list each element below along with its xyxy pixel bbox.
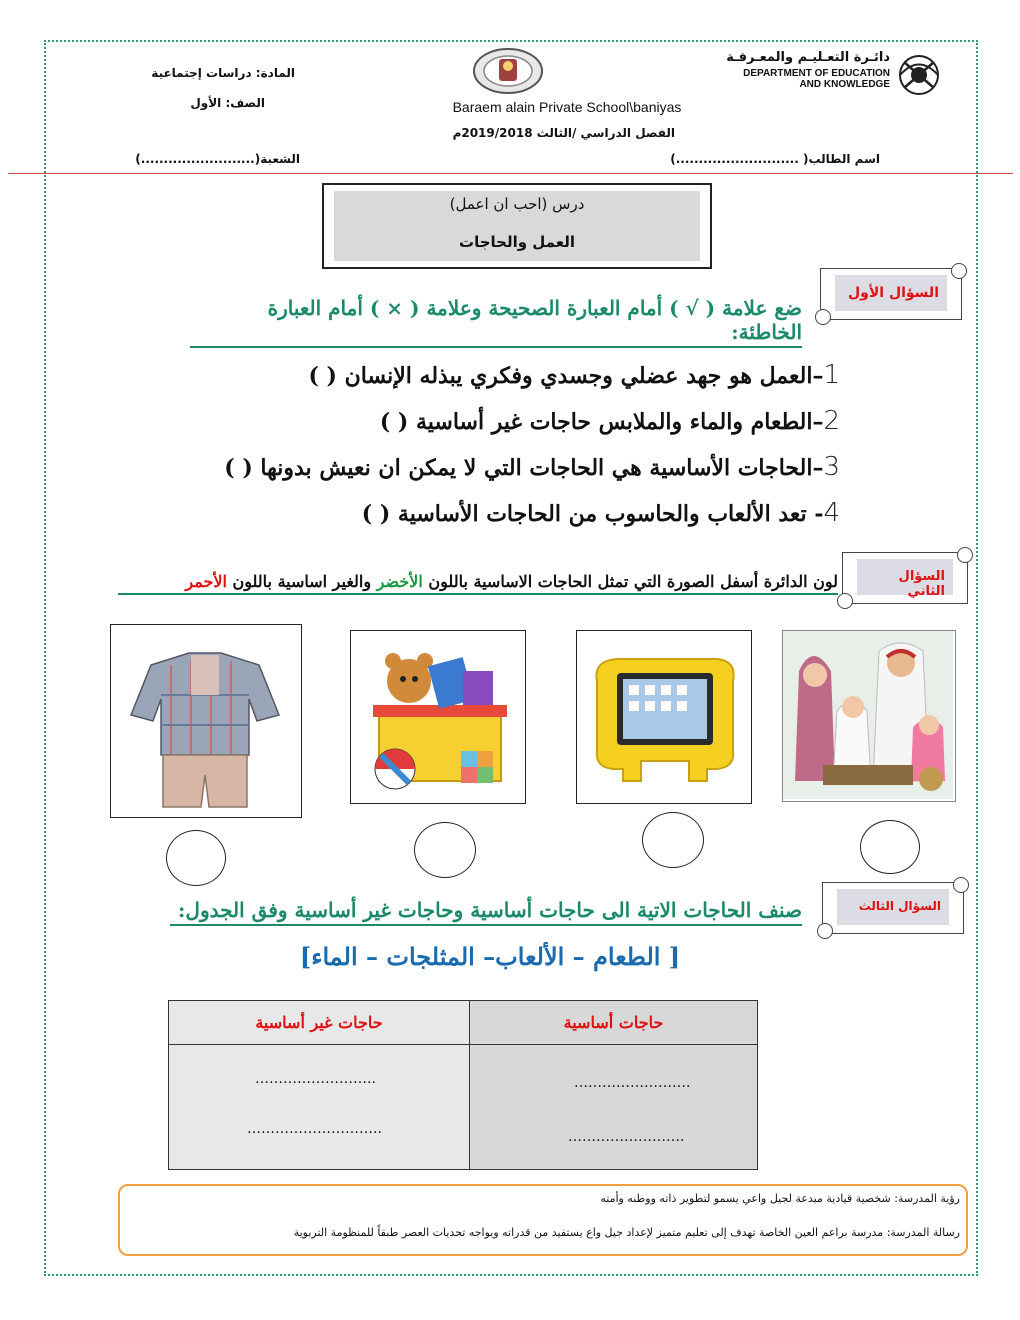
basic-dots-2: ……………………. [568,1129,685,1145]
header-divider [8,173,1013,174]
student-name-field: اسم الطالب( ...........................) [670,152,880,166]
dept-english-line2: AND KNOWLEDGE [799,79,890,90]
q2-label-scroll [842,552,968,604]
q2-label: السؤال الثاني [857,559,953,595]
q1-item-2 [200,406,840,436]
dept-english [700,68,890,90]
classification-table [168,1000,758,1170]
q1-label-scroll [820,268,962,320]
q1-item-4 [200,498,840,528]
family-picture [783,631,953,799]
clothes-image [110,624,302,818]
basic-cell[interactable] [470,1045,758,1170]
q3-title: صنف الحاجات الاتية الى حاجات أساسية وحاجات غير أساسية وفق الجدول: [170,898,802,926]
clothes-answer-circle[interactable] [166,830,226,886]
nonbasic-header: حاجات غير أساسية [169,1001,470,1045]
q1-item-2-number: 2 [823,406,840,436]
q1-item-3-number: 3 [823,452,840,482]
q1-item-4-text: - تعد الألعاب والحاسوب من الحاجات الأساسية ( ) [361,501,824,527]
q3-word-list: [ الطعام – الألعاب– المثلجات – الماء] [299,942,681,971]
dept-arabic: دائـرة التعـليـم والمعـرفـة [726,50,890,65]
lesson-inner [334,191,700,261]
nonbasic-dots-2: ……………………….. [247,1121,382,1137]
school-logo [472,46,544,96]
q1-label: السؤال الأول [835,275,947,311]
lesson-title: درس (احب ان اعمل) [449,195,585,213]
tablet-picture [577,631,749,801]
toys-image [350,630,526,804]
lesson-topic: العمل والحاجات [459,233,575,251]
q1-item-3 [200,452,840,482]
grade-label: الصف: الأول [190,96,265,110]
subject-label: المادة: دراسات إجتماعية [151,66,295,80]
q2-green-word: الأخضر [376,572,423,591]
basic-dots-1: ……………………. [574,1075,691,1091]
q1-item-3-text: –الحاجات الأساسية هي الحاجات التي لا يمكن ان نعيش بدونها ( ) [224,455,824,481]
clothes-picture [111,625,299,815]
q1-item-1-text: –العمل هو جهد عضلي وجسدي وفكري يبذله الإنسان ( ) [308,363,824,389]
dept-english-line1: DEPARTMENT OF EDUCATION [743,68,890,79]
q2-title-part2: والغير اساسية باللون [226,572,377,591]
q3-label: السؤال الثالث [837,889,949,925]
q1-item-1-number: 1 [823,360,840,390]
footer-box [118,1184,968,1256]
basic-header: حاجات أساسية [470,1001,758,1045]
q1-item-1 [200,360,840,390]
nonbasic-cell[interactable] [169,1045,470,1170]
nonbasic-dots-1: …………………….. [255,1071,376,1087]
q3-label-scroll [822,882,964,934]
q2-title [118,572,838,595]
q2-red-word: الأحمر [185,572,227,591]
q1-item-4-number: 4 [823,498,840,528]
tablet-answer-circle[interactable] [642,812,704,868]
tablet-image [576,630,752,804]
section-field: الشعبة(.........................) [135,152,300,166]
q1-title: ضع علامة ( √ ) أمام العبارة الصحيحة وعلامة ( × ) أمام العبارة الخاطئة: [190,296,802,348]
toys-answer-circle[interactable] [414,822,476,878]
school-mission: رسالة المدرسة: مدرسة براعم العين الخاصة تهدف إلى تعليم متميز لإعداد جيل واع يستفيد من قدراته ويواجه تحديات العصر طبقاً للمنظومة التربوية [293,1226,960,1239]
q2-title-part1: لون الدائرة أسفل الصورة التي تمثل الحاجات الاساسية باللون [422,572,838,591]
school-name: Baraem alain Private School\baniyas [452,99,682,115]
family-answer-circle[interactable] [860,820,920,874]
emblem-logo [894,52,944,98]
school-vision: رؤية المدرسة: شخصية قيادية مبدعة لجيل واعي يسمو لتطوير ذاته ووطنه وأمته [600,1192,960,1205]
family-image [782,630,956,802]
term-label: الفصل الدراسي /الثالث 2019/2018م [452,126,675,140]
toys-picture [351,631,523,801]
lesson-box [322,183,712,269]
q1-item-2-text: –الطعام والماء والملابس حاجات غير أساسية ( ) [379,409,824,435]
